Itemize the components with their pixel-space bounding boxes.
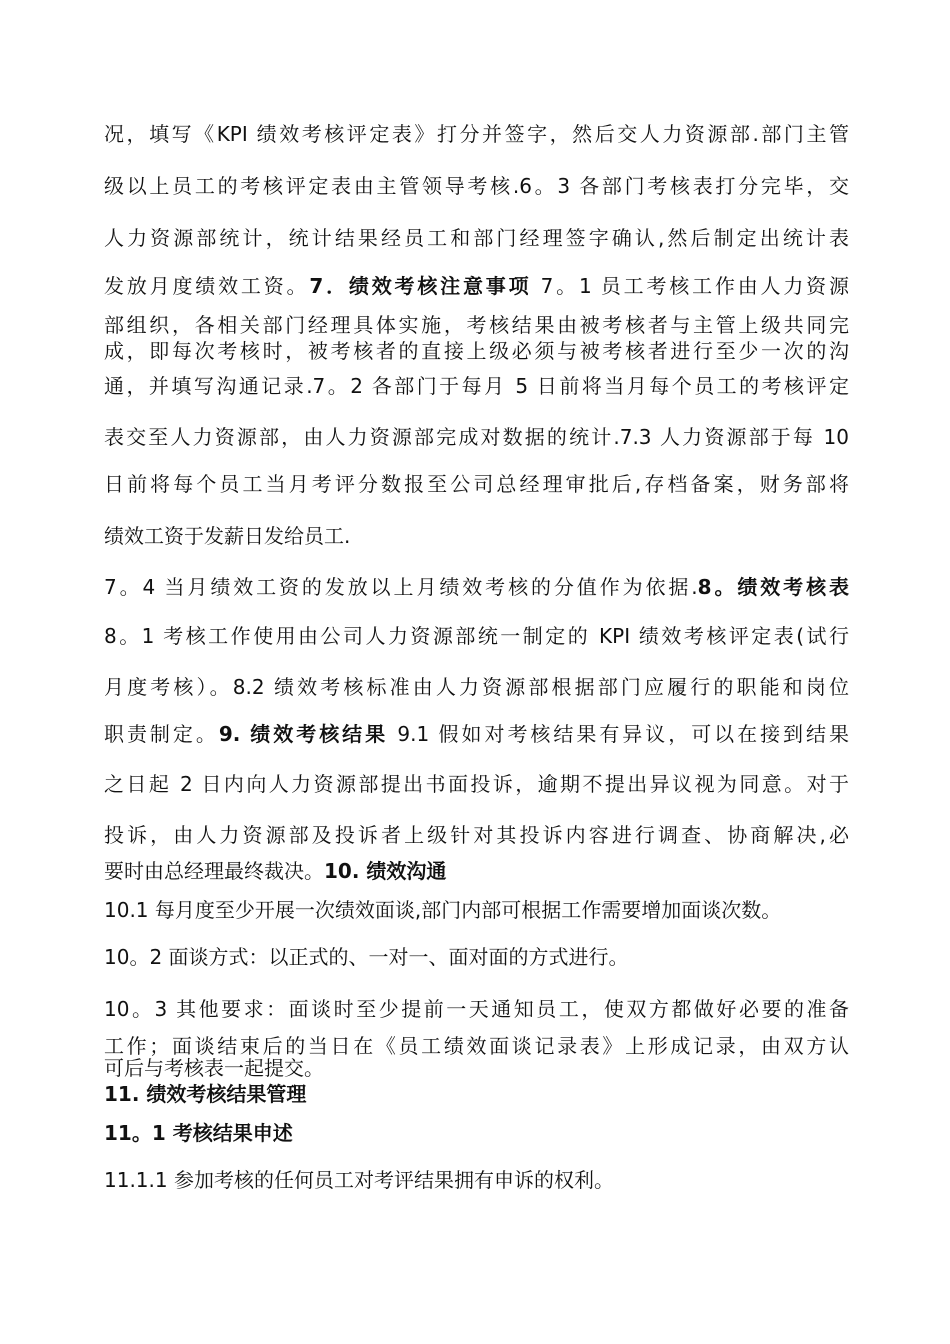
paragraph-line <box>104 995 849 1023</box>
line-text: 人力资源部统计，统计结果经员工和部门经理签字确认,然后制定出统计表 <box>104 226 849 250</box>
paragraph-line <box>104 857 849 885</box>
section-heading-8: 8。绩效考核表 <box>697 575 849 599</box>
subsection-heading-11-1 <box>104 1119 849 1147</box>
section-heading-10: 10. 绩效沟通 <box>324 859 447 883</box>
line-text: 要时由总经理最终裁决。 <box>104 859 324 883</box>
line-text: 发放月度绩效工资。 <box>104 274 310 298</box>
paragraph-line <box>104 896 849 924</box>
heading-text: 11. 绩效考核结果管理 <box>104 1082 307 1106</box>
line-text: 月度考核）。8.2 绩效考核标准由人力资源部根据部门应履行的职能和岗位 <box>104 675 849 699</box>
paragraph-line <box>104 720 849 748</box>
paragraph-line <box>104 120 849 148</box>
line-text: 7。4 当月绩效工资的发放以上月绩效考核的分值作为依据. <box>104 575 698 599</box>
line-text: 工作；面谈结束后的当日在《员工绩效面谈记录表》上形成记录，由双方认 <box>104 1034 849 1058</box>
line-text: 成，即每次考核时，被考核者的直接上级必须与被考核者进行至少一次的沟 <box>104 339 849 363</box>
paragraph-line <box>104 311 849 339</box>
line-text: 11.1.1 参加考核的任何员工对考评结果拥有申诉的权利。 <box>104 1168 614 1192</box>
paragraph-line <box>104 673 849 701</box>
line-text: 7。1 员工考核工作由人力资源 <box>531 274 849 298</box>
line-text: 部组织，各相关部门经理具体实施，考核结果由被考核者与主管上级共同完 <box>104 313 849 337</box>
paragraph-line <box>104 372 849 400</box>
line-text: 绩效工资于发薪日发给员工. <box>104 524 351 548</box>
paragraph-line <box>104 224 849 252</box>
paragraph-line <box>104 770 849 798</box>
section-heading-11 <box>104 1080 849 1108</box>
section-heading-9: 9. 绩效考核结果 <box>218 722 389 746</box>
line-text: 9.1 假如对考核结果有异议，可以在接到结果 <box>388 722 849 746</box>
line-text: 级以上员工的考核评定表由主管领导考核.6。3 各部门考核表打分完毕，交 <box>104 174 849 198</box>
line-text: 可后与考核表一起提交。 <box>104 1056 324 1080</box>
paragraph-line <box>104 573 849 601</box>
line-text: 10。2 面谈方式：以正式的、一对一、面对面的方式进行。 <box>104 945 629 969</box>
line-text: 之日起 2 日内向人力资源部提出书面投诉，逾期不提出异议视为同意。对于 <box>104 772 849 796</box>
paragraph-line <box>104 821 849 849</box>
line-text: 日前将每个员工当月考评分数报至公司总经理审批后,存档备案，财务部将 <box>104 472 849 496</box>
paragraph-line <box>104 470 849 498</box>
paragraph-line <box>104 522 849 550</box>
paragraph-line <box>104 337 849 365</box>
line-text: 通，并填写沟通记录.7。2 各部门于每月 5 日前将当月每个员工的考核评定 <box>104 374 849 398</box>
paragraph-line <box>104 1054 849 1082</box>
section-heading-7: 7．绩效考核注意事项 <box>309 274 532 298</box>
line-text: 10。3 其他要求：面谈时至少提前一天通知员工，使双方都做好必要的准备 <box>104 997 849 1021</box>
paragraph-line <box>104 272 849 300</box>
heading-text: 11。1 考核结果申述 <box>104 1121 293 1145</box>
line-text: 8。1 考核工作使用由公司人力资源部统一制定的 KPI 绩效考核评定表(试行 <box>104 624 849 648</box>
paragraph-line <box>104 172 849 200</box>
paragraph-line <box>104 1166 849 1194</box>
line-text: 投诉，由人力资源部及投诉者上级针对其投诉内容进行调查、协商解决,必 <box>104 823 849 847</box>
paragraph-line <box>104 622 849 650</box>
line-text: 职责制定。 <box>104 722 219 746</box>
line-text: 表交至人力资源部，由人力资源部完成对数据的统计.7.3 人力资源部于每 10 <box>104 425 849 449</box>
paragraph-line <box>104 943 849 971</box>
line-text: 况，填写《KPI 绩效考核评定表》打分并签字，然后交人力资源部.部门主管 <box>104 122 849 146</box>
paragraph-line <box>104 423 849 451</box>
line-text: 10.1 每月度至少开展一次绩效面谈,部门内部可根据工作需要增加面谈次数。 <box>104 898 782 922</box>
